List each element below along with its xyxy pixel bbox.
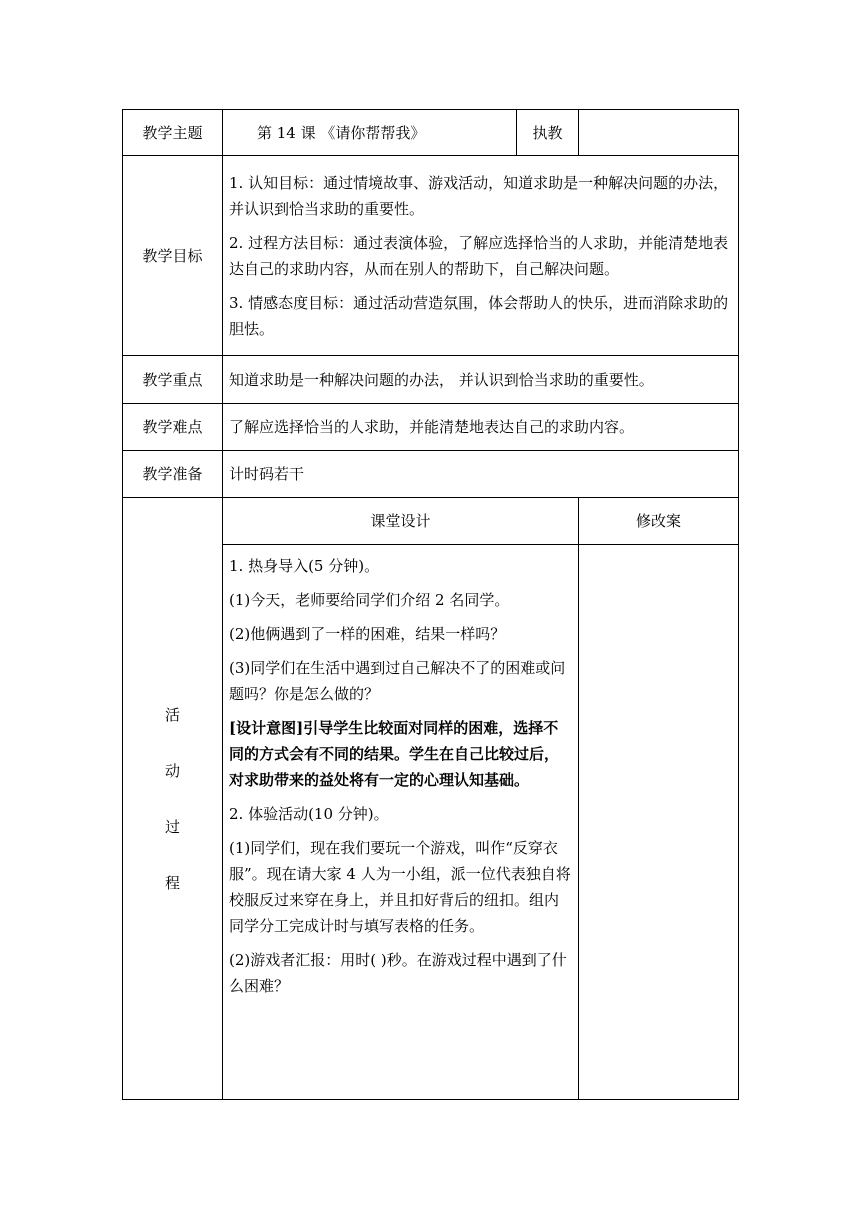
goal-item: 2. 过程方法目标：通过表演体验，了解应选择恰当的人求助，并能清楚地表达自己的求助内容，从而在别人的帮助下，自己解决问题。 bbox=[229, 233, 729, 278]
design-paragraph: (3)同学们在生活中遇到过自己解决不了的困难或问题吗？你是怎么做的？ bbox=[229, 659, 566, 703]
topic-row bbox=[123, 110, 739, 156]
key-point-text: 知道求助是一种解决问题的办法， 并认识到恰当求助的重要性。 bbox=[223, 356, 739, 404]
activity-label bbox=[123, 498, 223, 1100]
difficulty-row bbox=[123, 404, 739, 451]
topic-label: 教学主题 bbox=[123, 110, 223, 156]
topic-value: 第 14 课 《请你帮帮我》 bbox=[223, 110, 517, 156]
activity-label-char: 动 bbox=[164, 761, 180, 780]
difficulty-text: 了解应选择恰当的人求助，并能清楚地表达自己的求助内容。 bbox=[223, 404, 739, 451]
prep-row bbox=[123, 451, 739, 498]
goals-row bbox=[123, 156, 739, 356]
design-paragraph: (2)他俩遇到了一样的困难，结果一样吗？ bbox=[229, 625, 506, 643]
goals-label: 教学目标 bbox=[123, 156, 223, 356]
design-content bbox=[223, 545, 579, 1100]
design-intent-paragraph: [设计意图]引导学生比较面对同样的困难，选择不同的方式会有不同的结果。学生在自己比较过后，对求助带来的益处将有一定的心理认知基础。 bbox=[229, 719, 560, 789]
teacher-label: 执教 bbox=[517, 110, 579, 156]
activity-header-row bbox=[123, 498, 739, 545]
design-paragraph: (2)游戏者汇报：用时( )秒。在游戏过程中遇到了什么困难？ bbox=[229, 951, 567, 995]
activity-label-char: 程 bbox=[164, 873, 180, 892]
goal-item: 3. 情感态度目标：通过活动营造氛围，体会帮助人的快乐，进而消除求助的胆怯。 bbox=[229, 293, 729, 338]
design-paragraph: 2. 体验活动(10 分钟)。 bbox=[229, 805, 389, 823]
activity-label-char: 过 bbox=[164, 817, 180, 836]
goal-item: 1. 认知目标：通过情境故事、游戏活动，知道求助是一种解决问题的办法， 并认识到恰当求助的重要性。 bbox=[229, 173, 729, 218]
design-paragraph: 1. 热身导入(5 分钟)。 bbox=[229, 557, 380, 575]
goals-content bbox=[223, 156, 739, 356]
revise-column-header: 修改案 bbox=[579, 498, 739, 545]
activity-label-char: 活 bbox=[164, 705, 180, 724]
difficulty-label: 教学难点 bbox=[123, 404, 223, 451]
key-point-label: 教学重点 bbox=[123, 356, 223, 404]
teacher-value bbox=[579, 110, 739, 156]
lesson-plan-table bbox=[122, 109, 739, 1100]
revise-content bbox=[579, 545, 739, 1100]
prep-text: 计时码若干 bbox=[223, 451, 739, 498]
design-paragraph: (1)今天，老师要给同学们介绍 2 名同学。 bbox=[229, 591, 510, 609]
key-point-row bbox=[123, 356, 739, 404]
lesson-plan bbox=[122, 109, 738, 1100]
design-column-header: 课堂设计 bbox=[223, 498, 579, 545]
design-paragraph: (1)同学们，现在我们要玩一个游戏，叫作“反穿衣服”。现在请大家 4 人为一小组，派一位代表独自将校服反过来穿在身上，并且扣好背后的纽扣。组内同学分工完成计时与填写表格的任务。 bbox=[229, 839, 571, 935]
prep-label: 教学准备 bbox=[123, 451, 223, 498]
